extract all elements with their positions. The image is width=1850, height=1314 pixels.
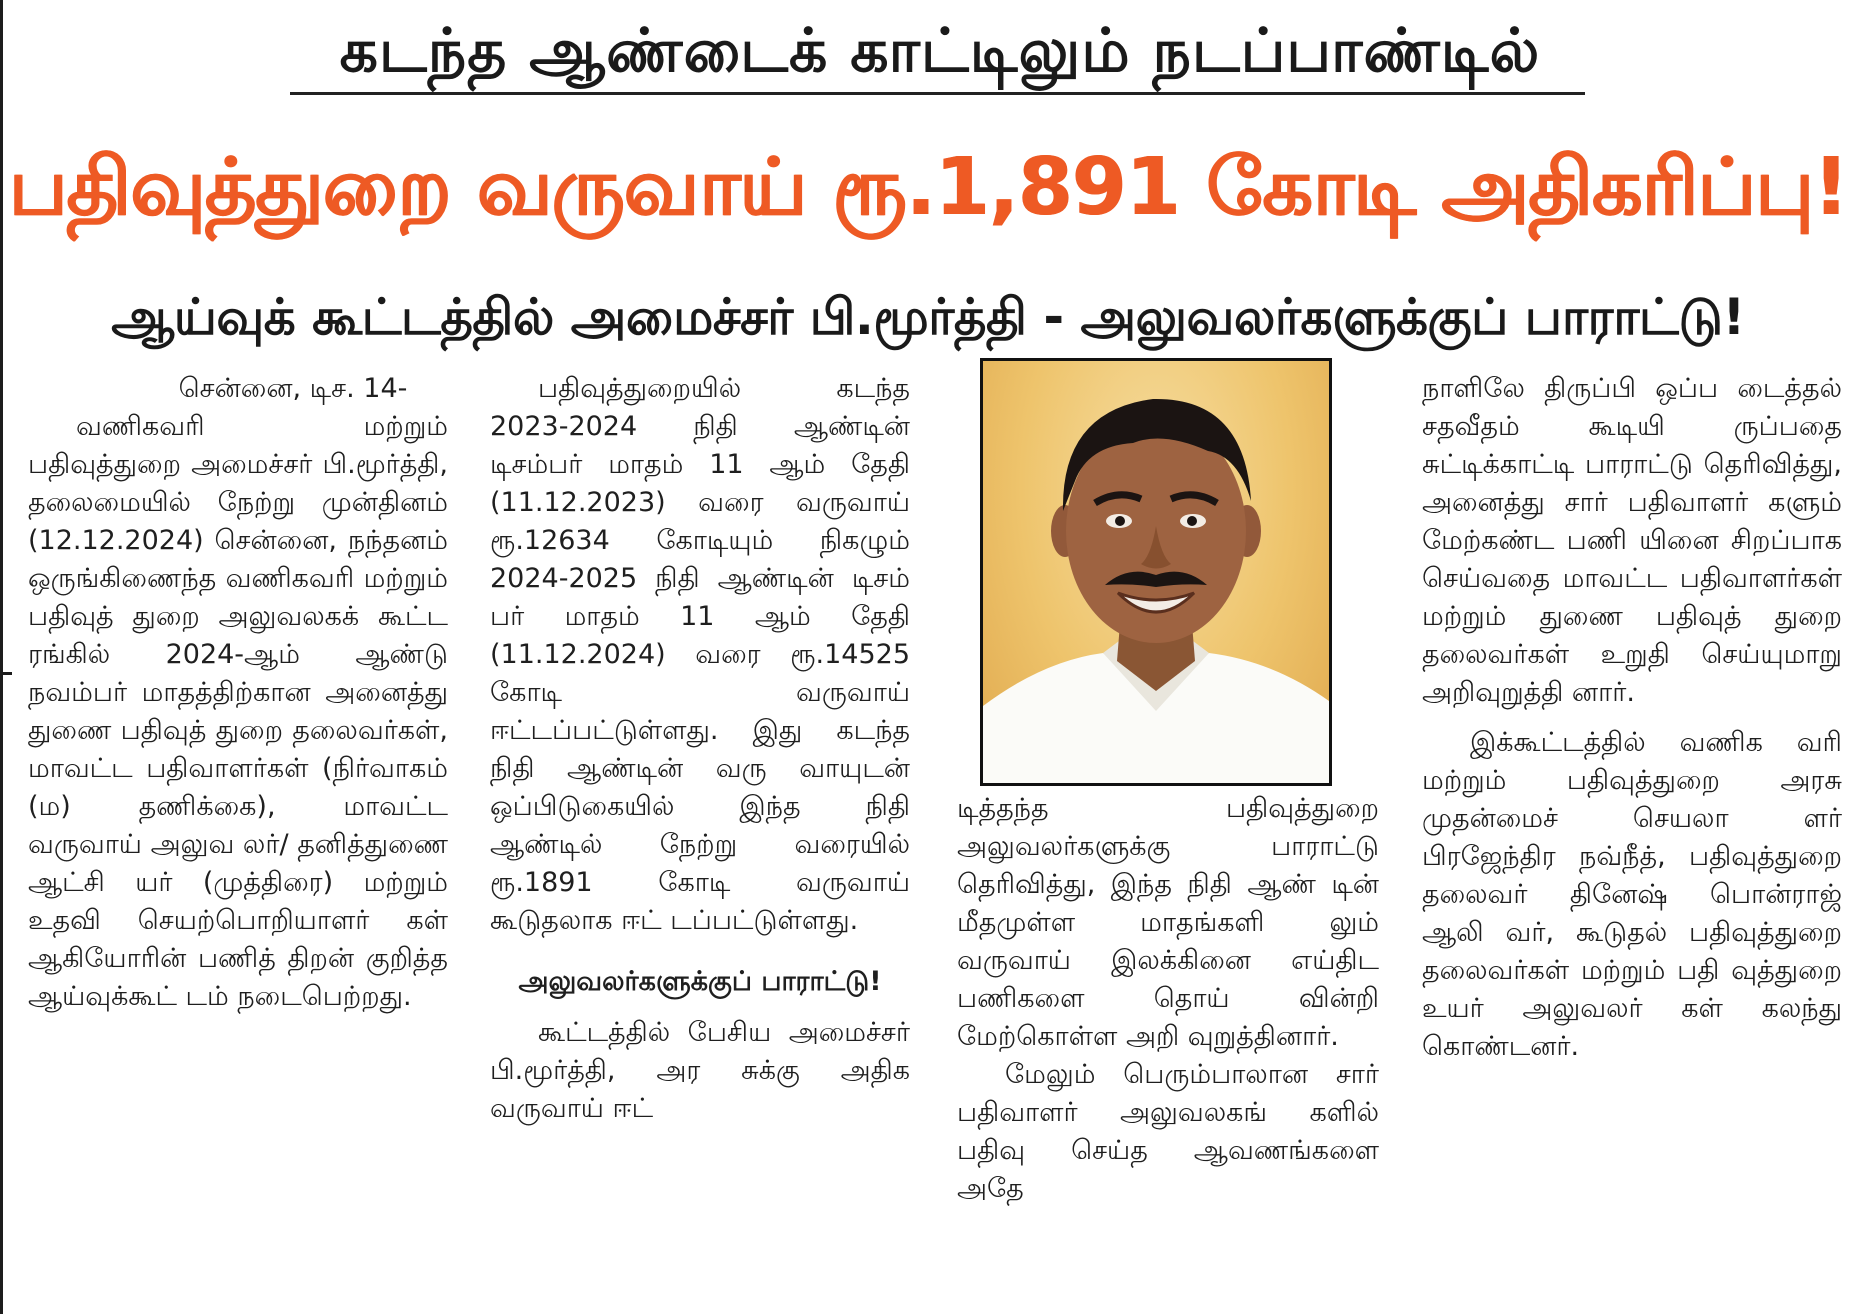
section-subheading: அலுவலர்களுக்குப் பாராட்டு!	[518, 966, 882, 997]
dateline: சென்னை, டிச. 14-	[178, 373, 408, 404]
kicker-underline	[290, 92, 1585, 95]
minister-photo	[980, 358, 1332, 786]
article-column-1	[28, 370, 448, 1310]
paragraph: நாளிலே திருப்பி ஒப்ப டைத்தல் சதவீதம் கூடியி ருப்பதை சுட்டிக்காட்டி பாராட்டு தெரிவித்து, அனைத்து சார் பதிவாளர் களும் மேற்கண்ட பணி யினை சிறப்பாக செய்வதை மாவட்ட பதிவாளர்கள் மற்றும் துணை பதிவுத் துறை தலைவர்கள் உறுதி செய்யுமாறு அறிவுறுத்தி னார்.	[1422, 373, 1842, 708]
paragraph: டித்தந்த பதிவுத்துறை அலுவலர்களுக்கு பாராட்டு தெரிவித்து, இந்த நிதி ஆண் டின் மீதமுள்ள மாதங்களி லும் வருவாய் இலக்கினை எய்திட பணிகளை தொய் வின்றி மேற்கொள்ள அறி வுறுத்தினார்.	[957, 793, 1379, 1052]
article-column-3	[957, 790, 1379, 1310]
main-headline: பதிவுத்துறை வருவாய் ரூ.1,891 கோடி அதிகரிப்பு!	[8, 141, 1848, 233]
article-column-4	[1422, 370, 1842, 1310]
right-pupil	[1187, 516, 1197, 526]
paragraph: மேலும் பெரும்பாலான சார் பதிவாளர் அலுவலகங் களில் பதிவு செய்த ஆவணங்களை அதே	[957, 1059, 1379, 1204]
page-edge-tick	[0, 672, 12, 675]
paragraph: பதிவுத்துறையில் கடந்த 2023-2024 நிதி ஆண்டின் டிசம்பர் மாதம் 11 ஆம் தேதி (11.12.2023) வரை வருவாய் ரூ.12634 கோடியும் நிகழும் 2024-2025 நிதி ஆண்டின் டிசம் பர் மாதம் 11 ஆம் தேதி (11.12.2024) வரை ரூ.14525 கோடி வருவாய் ஈட்டப்பட்டுள்ளது. இது கடந்த நிதி ஆண்டின் வரு வாயுடன் ஒப்பிடுகையில் இந்த நிதி ஆண்டில் நேற்று வரையில் ரூ.1891 கோடி வருவாய் கூடுதலாக ஈட் டப்பட்டுள்ளது.	[490, 373, 910, 936]
article-column-2	[490, 370, 910, 1310]
portrait-illustration	[983, 361, 1329, 783]
left-pupil	[1115, 516, 1125, 526]
kicker-headline: கடந்த ஆண்டைக் காட்டிலும் நடப்பாண்டில்	[339, 16, 1541, 86]
paragraph: வணிகவரி மற்றும் பதிவுத்துறை அமைச்சர் பி.மூர்த்தி, தலைமையில் நேற்று முன்தினம் (12.12.2024) சென்னை, நந்தனம் ஒருங்கிணைந்த வணிகவரி மற்றும் பதிவுத் துறை அலுவலகக் கூட்ட ரங்கில் 2024-ஆம் ஆண்டு நவம்பர் மாதத்திற்கான அனைத்து துணை பதிவுத் துறை தலைவர்கள், மாவட்ட பதிவாளர்கள் (நிர்வாகம் (ம) தணிக்கை), மாவட்ட வருவாய் அலுவ லர்/ தனித்துணை ஆட்சி யர் (முத்திரை) மற்றும் உதவி செயற்பொறியாளர் கள் ஆகியோரின் பணித் திறன் குறித்த ஆய்வுக்கூட் டம் நடைபெற்றது.	[28, 411, 448, 1012]
paragraph: கூட்டத்தில் பேசிய அமைச்சர் பி.மூர்த்தி, அர சுக்கு அதிக வருவாய் ஈட்	[490, 1017, 910, 1124]
page-edge-rule	[0, 0, 3, 1314]
paragraph: இக்கூட்டத்தில் வணிக வரி மற்றும் பதிவுத்துறை அரசு முதன்மைச் செயலா ளர் பிரஜேந்திர நவ்நீத், பதிவுத்துறை தலைவர் தினேஷ் பொன்ராஜ் ஆலி வர், கூடுதல் பதிவுத்துறை தலைவர்கள் மற்றும் பதி வுத்துறை உயர் அலுவலர் கள் கலந்து கொண்டனர்.	[1422, 727, 1842, 1062]
sub-headline: ஆய்வுக் கூட்டத்தில் அமைச்சர் பி.மூர்த்தி - அலுவலர்களுக்குப் பாராட்டு!	[111, 288, 1745, 346]
